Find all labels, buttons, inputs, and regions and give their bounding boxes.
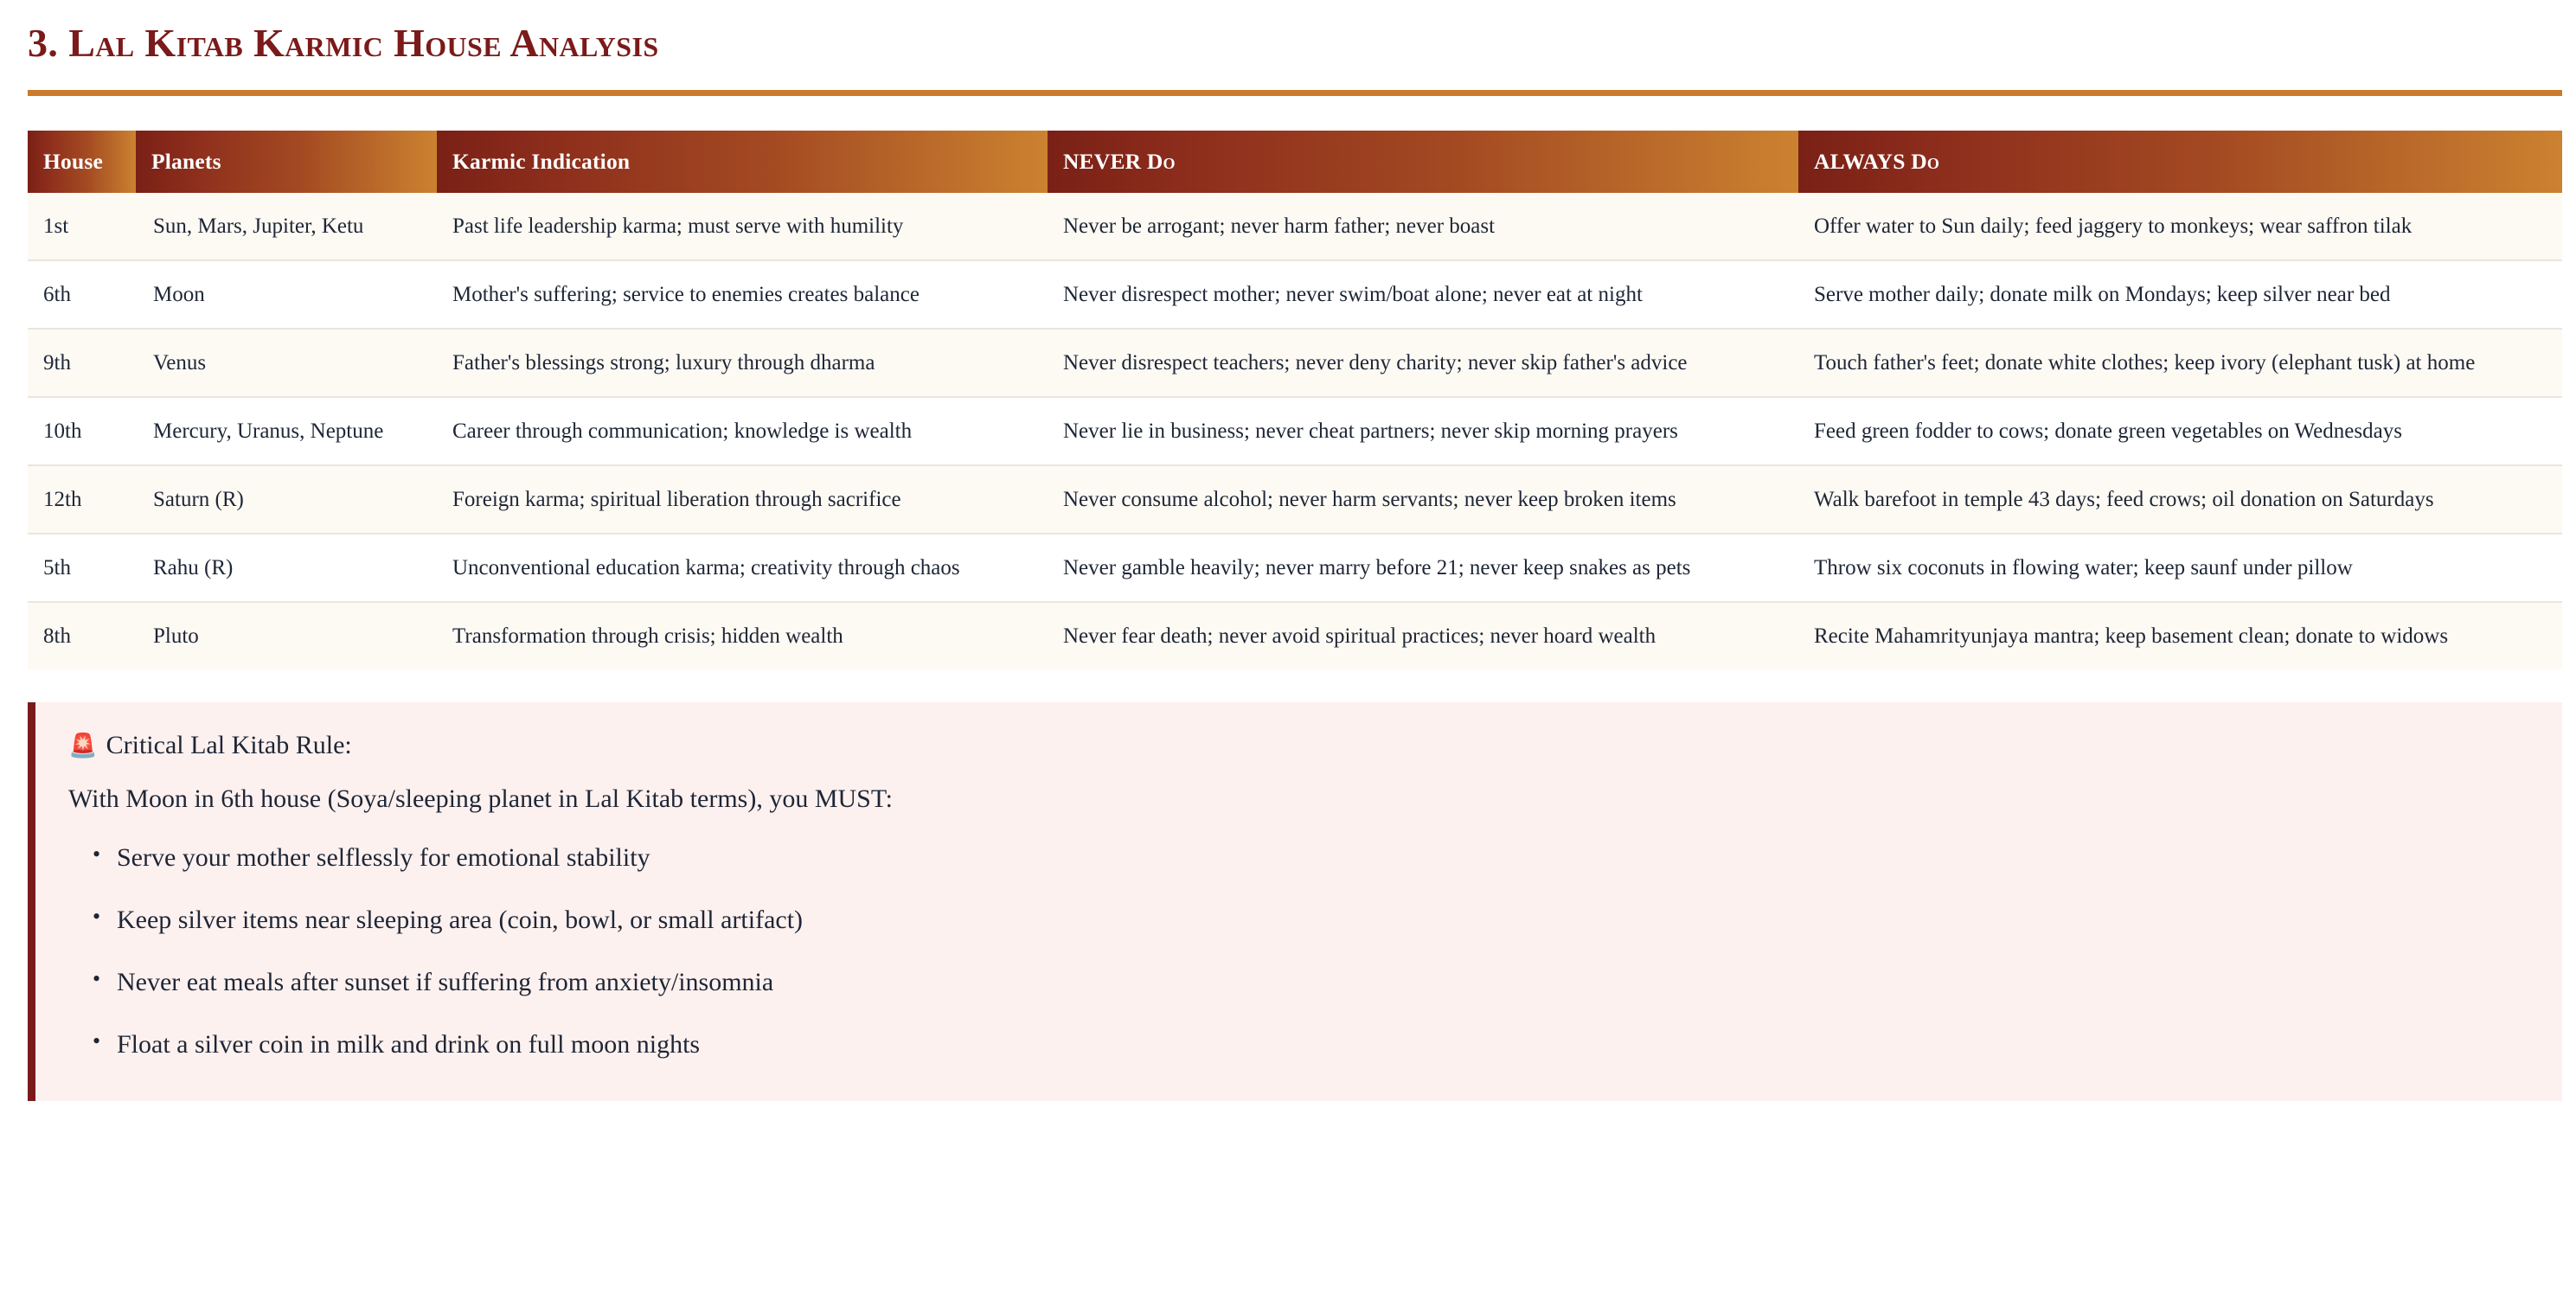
cell-karmic-indication-value: Foreign karma; spiritual liberation through sacrifice <box>437 465 1048 534</box>
cell-karmic-indication-value: Past life leadership karma; must serve with humility <box>452 214 904 239</box>
callout-list-item: • Never eat meals after sunset if suffering from anxiety/insomnia <box>117 964 2533 1001</box>
callout-list-item: • Serve your mother selflessly for emotional stability <box>117 840 2533 876</box>
table-row <box>28 193 2562 260</box>
cell-planets-value: Moon <box>136 260 437 329</box>
cell-karmic-indication-value: Mother's suffering; service to enemies creates balance <box>437 260 1048 329</box>
police-light-icon: 🚨 <box>68 732 98 759</box>
cell-karmic-indication-value: Transformation through crisis; hidden wealth <box>437 602 1048 669</box>
karmic-house-table <box>28 131 2562 669</box>
table-body <box>28 193 2562 669</box>
callout-heading-text: Critical Lal Kitab Rule: <box>106 731 352 760</box>
cell-house-value: 10th <box>28 397 136 465</box>
never-label-rest: Do <box>1141 148 1176 174</box>
column-header-never-do <box>1048 131 1798 193</box>
cell-planets-value: Pluto <box>136 602 437 669</box>
cell-house-value: 8th <box>28 602 136 669</box>
column-header-karmic-indication: Karmic Indication <box>437 131 1048 193</box>
cell-planets-value: Rahu (R) <box>136 534 437 602</box>
table-row <box>28 465 2562 534</box>
always-label-strong: ALWAYS <box>1814 148 1906 174</box>
cell-never-do-value: Never lie in business; never cheat partners; never skip morning prayers <box>1048 397 1798 465</box>
callout-heading <box>68 728 2533 764</box>
cell-karmic-indication-value: Career through communication; knowledge is wealth <box>437 397 1048 465</box>
cell-planets-value: Saturn (R) <box>136 465 437 534</box>
critical-rule-callout <box>28 702 2562 1101</box>
callout-list <box>68 840 2533 1063</box>
cell-never-do-value: Never consume alcohol; never harm servants; never keep broken items <box>1048 465 1798 534</box>
callout-list-item: • Keep silver items near sleeping area (coin, bowl, or small artifact) <box>117 902 2533 938</box>
table-row <box>28 260 2562 329</box>
cell-always-do-value: Recite Mahamrityunjaya mantra; keep basement clean; donate to widows <box>1798 602 2562 669</box>
cell-never-do-value: Never fear death; never avoid spiritual practices; never hoard wealth <box>1048 602 1798 669</box>
cell-always-do-value: Touch father's feet; donate white clothes; keep ivory (elephant tusk) at home <box>1798 329 2562 397</box>
cell-planets-value: Venus <box>136 329 437 397</box>
cell-always-do-value: Walk barefoot in temple 43 days; feed crows; oil donation on Saturdays <box>1798 465 2562 534</box>
cell-never-do-value: Never disrespect teachers; never deny charity; never skip father's advice <box>1048 329 1798 397</box>
callout-list-item: • Float a silver coin in milk and drink on full moon nights <box>117 1027 2533 1063</box>
document-page <box>0 19 2576 1101</box>
cell-never-do-value: Never gamble heavily; never marry before 21; never keep snakes as pets <box>1048 534 1798 602</box>
column-header-house: House <box>28 131 136 193</box>
cell-house-value: 9th <box>28 329 136 397</box>
table-row <box>28 602 2562 669</box>
table-header <box>28 131 2562 193</box>
cell-never-do-value: Never disrespect mother; never swim/boat alone; never eat at night <box>1048 260 1798 329</box>
column-header-planets: Planets <box>136 131 437 193</box>
cell-always-do-value: Offer water to Sun daily; feed jaggery to monkeys; wear saffron tilak <box>1814 214 2413 239</box>
cell-house-value: 1st <box>43 214 69 239</box>
cell-karmic-indication-value: Unconventional education karma; creativity through chaos <box>437 534 1048 602</box>
title-divider <box>28 90 2562 96</box>
cell-house-value: 12th <box>28 465 136 534</box>
cell-planets-value: Sun, Mars, Jupiter, Ketu <box>153 214 364 239</box>
always-label-rest: Do <box>1905 148 1940 174</box>
cell-never-do-value: Never be arrogant; never harm father; never boast <box>1063 214 1496 239</box>
cell-karmic-indication-value: Father's blessings strong; luxury through dharma <box>437 329 1048 397</box>
table-header-row <box>28 131 2562 193</box>
cell-always-do-value: Feed green fodder to cows; donate green vegetables on Wednesdays <box>1798 397 2562 465</box>
cell-always-do-value: Serve mother daily; donate milk on Mondays; keep silver near bed <box>1798 260 2562 329</box>
table-row <box>28 397 2562 465</box>
cell-house-value: 5th <box>28 534 136 602</box>
table-row <box>28 534 2562 602</box>
callout-subheading: With Moon in 6th house (Soya/sleeping planet in Lal Kitab terms), you MUST: <box>68 784 894 813</box>
cell-house-value: 6th <box>28 260 136 329</box>
table-row <box>28 329 2562 397</box>
never-label-strong: NEVER <box>1063 148 1142 174</box>
cell-always-do-value: Throw six coconuts in flowing water; keep saunf under pillow <box>1798 534 2562 602</box>
column-header-always-do <box>1798 131 2562 193</box>
cell-planets-value: Mercury, Uranus, Neptune <box>136 397 437 465</box>
page-title: 3. Lal Kitab Karmic House Analysis <box>28 21 659 65</box>
